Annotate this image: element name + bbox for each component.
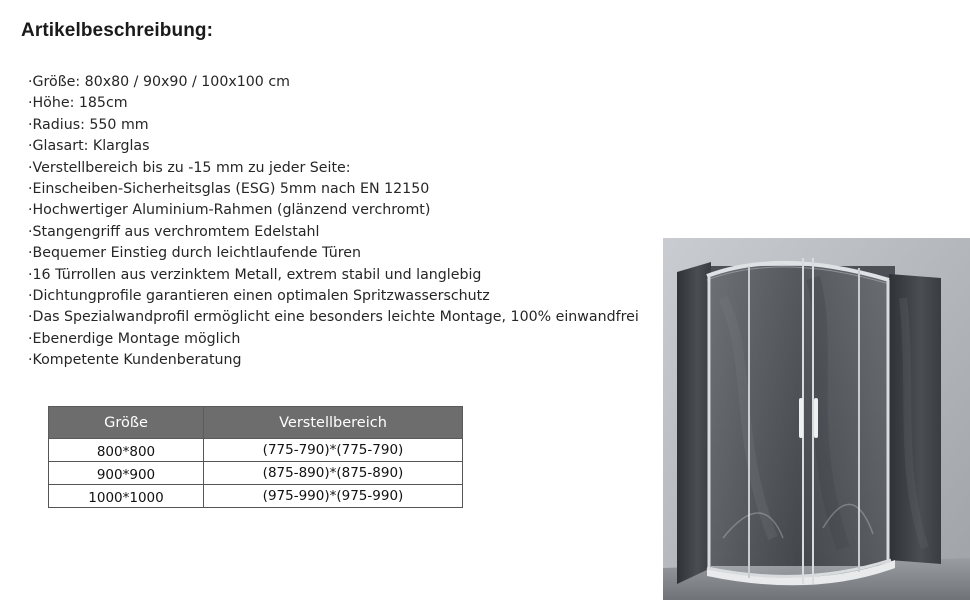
page-title: Artikelbeschreibung: [21,20,214,41]
table-header-row [49,407,463,439]
size-cell: 800*800 [49,439,204,462]
shower-enclosure-photo [663,238,970,600]
feature-item: · Dichtungprofile garantieren einen optimalen Spritzwasserschutz [28,286,639,307]
feature-item: · Hochwertiger Aluminium-Rahmen (glänzend verchromt) [28,200,639,221]
feature-item: · Kompetente Kundenberatung [28,350,639,371]
feature-item: · Einscheiben-Sicherheitsglas (ESG) 5mm nach EN 12150 [28,179,639,200]
feature-item: · Stangengriff aus verchromtem Edelstahl [28,222,639,243]
feature-item: · Größe: 80x80 / 90x90 / 100x100 cm [28,72,639,93]
feature-item: · 16 Türrollen aus verzinktem Metall, extrem stabil und langlebig [28,265,639,286]
table-row [49,439,463,462]
feature-item: · Glasart: Klarglas [28,136,639,157]
table-row [49,485,463,508]
feature-item: · Verstellbereich bis zu -15 mm zu jeder Seite: [28,158,639,179]
column-header-size: Größe [49,407,204,439]
column-header-adjustment: Verstellbereich [204,407,463,439]
feature-item: · Höhe: 185cm [28,93,639,114]
feature-item: · Bequemer Einstieg durch leichtlaufende Türen [28,243,639,264]
size-cell: 900*900 [49,462,204,485]
size-table [48,406,463,508]
feature-item: · Das Spezialwandprofil ermöglicht eine besonders leichte Montage, 100% einwandfrei [28,307,639,328]
adjustment-cell: (975-990)*(975-990) [204,485,463,508]
feature-item: · Ebenerdige Montage möglich [28,329,639,350]
adjustment-cell: (875-890)*(875-890) [204,462,463,485]
size-cell: 1000*1000 [49,485,204,508]
adjustment-cell: (775-790)*(775-790) [204,439,463,462]
table-row [49,462,463,485]
feature-item: · Radius: 550 mm [28,115,639,136]
feature-list [28,72,639,371]
